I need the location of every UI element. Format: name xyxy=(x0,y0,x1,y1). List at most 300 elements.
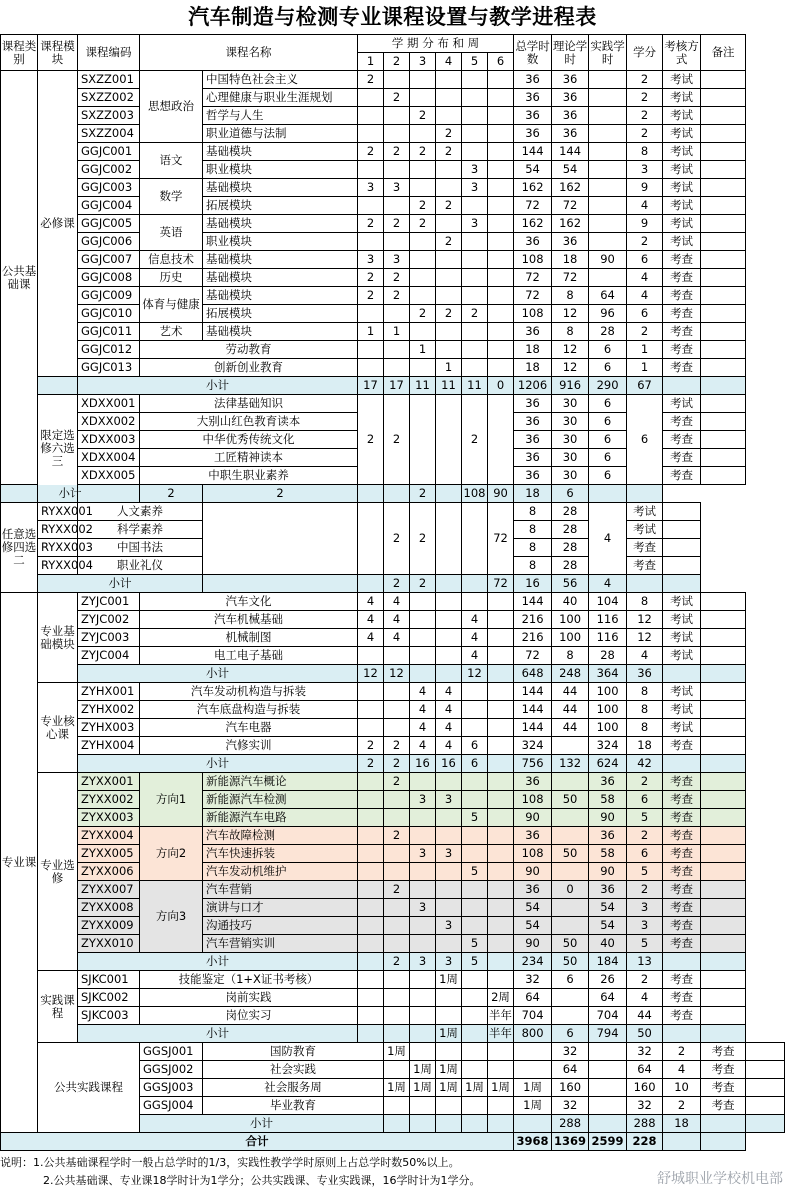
subtotal-s3 xyxy=(436,1115,462,1133)
cell-s4 xyxy=(436,251,462,269)
subtotal-credits: 18 xyxy=(663,1115,701,1133)
subtotal-s3: 3 xyxy=(410,953,436,971)
cell-remark xyxy=(701,251,746,269)
cell-s1 xyxy=(358,233,384,251)
subtotal-s1 xyxy=(203,575,358,593)
cell-s5: 5 xyxy=(462,935,488,953)
cell-practice: 6 xyxy=(589,431,627,449)
cell-total: 144 xyxy=(514,719,552,737)
cell-theory xyxy=(552,827,589,845)
cell-s4 xyxy=(436,323,462,341)
cell-s6 xyxy=(488,233,514,251)
subtotal-s6 xyxy=(488,665,514,683)
course-code: ZYXX009 xyxy=(78,917,140,935)
header-total-hours: 总学时数 xyxy=(514,35,552,71)
cell-remark xyxy=(701,413,746,431)
watermark: 舒城职业学校机电部 xyxy=(657,1171,783,1187)
cell-credits: 4 xyxy=(627,287,663,305)
cell-exam: 考查 xyxy=(663,845,701,863)
cell-s6 xyxy=(514,1061,552,1079)
table-row xyxy=(1,233,785,251)
cell-total: 54 xyxy=(514,161,552,179)
subtotal-s1: 2 xyxy=(140,485,203,503)
cell-total: 36 xyxy=(514,107,552,125)
cell-exam: 考查 xyxy=(701,1097,746,1115)
subtotal-credits: 6 xyxy=(552,485,589,503)
category-public-practice: 公共实践课程 xyxy=(38,1043,140,1133)
cell-remark xyxy=(663,539,701,557)
subtotal-remark xyxy=(701,665,746,683)
cell-remark xyxy=(701,431,746,449)
cell-s1 xyxy=(358,935,384,953)
course-name: 职业模块 xyxy=(203,233,358,251)
cell-exam: 考试 xyxy=(663,647,701,665)
course-group: 思想政治 xyxy=(140,71,203,143)
cell-theory: 162 xyxy=(552,215,589,233)
course-name: 演讲与口才 xyxy=(203,899,358,917)
cell-practice: 90 xyxy=(589,251,627,269)
cell-s3 xyxy=(410,773,436,791)
cell-credits: 2 xyxy=(627,71,663,89)
cell-s1 xyxy=(358,359,384,377)
course-code: XDXX003 xyxy=(78,431,140,449)
cell-s2 xyxy=(384,863,410,881)
cell-s4 xyxy=(436,881,462,899)
cell-theory: 36 xyxy=(552,233,589,251)
subtotal-row xyxy=(1,575,785,593)
course-code: ZYHX003 xyxy=(78,719,140,737)
subtotal-total: 648 xyxy=(514,665,552,683)
subtotal-total: 800 xyxy=(514,1025,552,1043)
cell-s2: 2 xyxy=(384,143,410,161)
cell-s3 xyxy=(410,881,436,899)
subtotal-s3: 2 xyxy=(384,575,410,593)
cell-practice: 28 xyxy=(552,557,589,575)
course-code: RYXX002 xyxy=(38,521,78,539)
course-code: GGJC005 xyxy=(78,215,140,233)
cell-practice: 6 xyxy=(589,467,627,485)
cell-s2: 3 xyxy=(384,179,410,197)
cell-total: 216 xyxy=(514,629,552,647)
cell-total: 90 xyxy=(514,809,552,827)
cell-total: 32 xyxy=(514,971,552,989)
cell-exam: 考试 xyxy=(663,395,701,413)
course-code: ZYJC003 xyxy=(78,629,140,647)
cell-practice: 116 xyxy=(589,629,627,647)
cell-s3: 1 xyxy=(410,341,436,359)
cell-practice: 28 xyxy=(552,539,589,557)
cell-s4: 3 xyxy=(436,917,462,935)
cell-s6 xyxy=(488,269,514,287)
table-row xyxy=(1,899,785,917)
cell-remark xyxy=(701,449,746,467)
cell-s3: 4 xyxy=(410,701,436,719)
cell-s6 xyxy=(488,323,514,341)
cell-s3: 2 xyxy=(384,503,410,575)
cell-exam: 考试 xyxy=(663,593,701,611)
course-code: GGSJ004 xyxy=(140,1097,203,1115)
cell-remark xyxy=(701,773,746,791)
subtotal-s1 xyxy=(384,1115,410,1133)
cell-credits: 12 xyxy=(627,629,663,647)
cell-s1 xyxy=(358,1007,384,1025)
subtotal-exam xyxy=(701,1115,746,1133)
cell-s6 xyxy=(488,827,514,845)
cell-s6 xyxy=(488,161,514,179)
cell-s1 xyxy=(358,719,384,737)
cell-practice: 90 xyxy=(589,863,627,881)
subtotal-label: 小计 xyxy=(78,953,358,971)
cell-s4 xyxy=(436,899,462,917)
cell-total: 36 xyxy=(514,881,552,899)
cell-s5: 5 xyxy=(462,809,488,827)
cell-s6 xyxy=(488,179,514,197)
cell-practice: 6 xyxy=(589,359,627,377)
cell-s5: 2 xyxy=(462,305,488,323)
category-public-basic: 公共基础课 xyxy=(1,71,38,485)
course-group: 数学 xyxy=(140,179,203,215)
cell-s5 xyxy=(462,881,488,899)
cell-s4 xyxy=(436,89,462,107)
cell-total: 144 xyxy=(514,701,552,719)
cell-s6 xyxy=(488,89,514,107)
course-name: 汽车营销 xyxy=(203,881,358,899)
cell-s5 xyxy=(462,845,488,863)
cell-practice: 36 xyxy=(589,773,627,791)
course-code: ZYXX003 xyxy=(78,809,140,827)
header-semester-5: 5 xyxy=(462,53,488,71)
course-name: 机械制图 xyxy=(140,629,358,647)
cell-s6 xyxy=(488,359,514,377)
note-line-2: 2.公共基础课、专业课18学时计为1学分；公共实践课、专业实践课，16学时计为1学分。 xyxy=(43,1174,481,1187)
cell-s2 xyxy=(410,1097,436,1115)
subtotal-credits: 13 xyxy=(627,953,663,971)
cell-practice: 64 xyxy=(627,1061,663,1079)
table-row xyxy=(1,359,785,377)
cell-s2: 2 xyxy=(384,89,410,107)
cell-s6 xyxy=(488,611,514,629)
cell-s6 xyxy=(514,1043,552,1061)
cell-s3 xyxy=(410,359,436,377)
course-code: SXZZ001 xyxy=(78,71,140,89)
cell-practice: 28 xyxy=(589,647,627,665)
header-semester-group: 学 期 分 布 和 周 xyxy=(358,35,514,53)
subtotal-total: 288 xyxy=(552,1115,589,1133)
cell-s6: 1周 xyxy=(514,1097,552,1115)
cell-remark xyxy=(701,161,746,179)
cell-s6 xyxy=(488,143,514,161)
cell-theory: 30 xyxy=(552,431,589,449)
cell-s1 xyxy=(358,773,384,791)
cell-s6 xyxy=(488,935,514,953)
course-code: GGSJ001 xyxy=(140,1043,203,1061)
cell-total: 36 xyxy=(514,449,552,467)
cell-theory: 44 xyxy=(552,719,589,737)
table-row xyxy=(1,593,785,611)
cell-credits: 2 xyxy=(627,125,663,143)
subtotal-s6 xyxy=(462,575,488,593)
cell-s1 xyxy=(358,845,384,863)
cell-remark xyxy=(701,701,746,719)
table-row xyxy=(1,251,785,269)
cell-s1 xyxy=(358,791,384,809)
cell-s2 xyxy=(384,107,410,125)
cell-s4 xyxy=(436,809,462,827)
cell-s1 xyxy=(358,989,384,1007)
course-code: GGJC009 xyxy=(78,287,140,305)
cell-credits: 6 xyxy=(627,305,663,323)
cell-remark xyxy=(701,989,746,1007)
course-code: ZYXX008 xyxy=(78,899,140,917)
cell-total: 144 xyxy=(514,683,552,701)
cell-s2 xyxy=(384,125,410,143)
cell-s4 xyxy=(436,935,462,953)
course-code: ZYJC004 xyxy=(78,647,140,665)
subtotal-practice: 184 xyxy=(589,953,627,971)
cell-s5 xyxy=(462,125,488,143)
subtotal-s6 xyxy=(436,485,462,503)
subtotal-s2 xyxy=(384,1025,410,1043)
grand-total-remark xyxy=(701,1133,746,1151)
cell-exam: 考试 xyxy=(627,521,663,539)
course-name: 工匠精神读本 xyxy=(140,449,358,467)
module-prof-basic: 专业基础模块 xyxy=(38,593,78,683)
cell-credits: 4 xyxy=(627,647,663,665)
cell-s1: 2 xyxy=(358,287,384,305)
cell-theory: 100 xyxy=(552,629,589,647)
cell-total: 160 xyxy=(552,1079,589,1097)
cell-s1 xyxy=(358,971,384,989)
course-name: 基础模块 xyxy=(203,287,358,305)
table-row xyxy=(1,1043,785,1061)
cell-exam: 考查 xyxy=(663,899,701,917)
cell-exam: 考查 xyxy=(663,791,701,809)
cell-s3 xyxy=(410,287,436,305)
cell-s4 xyxy=(436,1007,462,1025)
cell-remark xyxy=(701,287,746,305)
cell-credits: 3 xyxy=(627,161,663,179)
cell-s6 xyxy=(488,773,514,791)
cell-theory: 8 xyxy=(552,287,589,305)
cell-exam: 考查 xyxy=(663,827,701,845)
cell-practice xyxy=(589,71,627,89)
subtotal-s4: 3 xyxy=(436,953,462,971)
course-code: GGSJ002 xyxy=(140,1061,203,1079)
cell-total: 108 xyxy=(514,305,552,323)
cell-s2 xyxy=(358,503,384,575)
cell-s6 xyxy=(488,863,514,881)
subtotal-practice: 290 xyxy=(589,377,627,395)
cell-total: 162 xyxy=(514,179,552,197)
cell-total: 36 xyxy=(514,827,552,845)
cell-credits: 44 xyxy=(627,1007,663,1025)
cell-total: 144 xyxy=(514,593,552,611)
course-name: 新能源汽车检测 xyxy=(203,791,358,809)
cell-s5 xyxy=(462,107,488,125)
cell-practice: 54 xyxy=(589,917,627,935)
cell-s4: 2 xyxy=(436,197,462,215)
cell-remark xyxy=(663,557,701,575)
course-name: 劳动教育 xyxy=(140,341,358,359)
cell-s4: 2 xyxy=(410,503,436,575)
table-row xyxy=(1,305,785,323)
cell-s5 xyxy=(462,269,488,287)
cell-total: 32 xyxy=(552,1097,589,1115)
cell-remark xyxy=(701,683,746,701)
cell-remark xyxy=(701,719,746,737)
cell-exam: 考试 xyxy=(663,125,701,143)
cell-s5 xyxy=(462,827,488,845)
cell-credits: 12 xyxy=(627,611,663,629)
header-code: 课程编码 xyxy=(78,35,140,71)
cell-credits: 5 xyxy=(627,863,663,881)
cell-s6 xyxy=(488,845,514,863)
cell-theory: 72 xyxy=(552,269,589,287)
subtotal-s5: 11 xyxy=(462,377,488,395)
cell-s1: 4 xyxy=(358,611,384,629)
cell-s2 xyxy=(384,647,410,665)
cell-exam: 考试 xyxy=(663,611,701,629)
cell-credits: 2 xyxy=(627,773,663,791)
cell-remark xyxy=(701,323,746,341)
cell-s4: 2 xyxy=(436,125,462,143)
course-code: GGJC012 xyxy=(78,341,140,359)
cell-s5: 3 xyxy=(462,179,488,197)
cell-s3 xyxy=(410,251,436,269)
course-name: 电工电子基础 xyxy=(140,647,358,665)
cell-credits: 8 xyxy=(627,701,663,719)
cell-credits: 2 xyxy=(663,1043,701,1061)
cell-s3 xyxy=(410,827,436,845)
cell-s4: 1周 xyxy=(462,1079,488,1097)
course-name: 职业模块 xyxy=(203,161,358,179)
cell-credits: 2 xyxy=(627,233,663,251)
cell-credits: 2 xyxy=(627,971,663,989)
cell-exam: 考查 xyxy=(663,881,701,899)
table-row xyxy=(1,395,785,413)
subtotal-s2 xyxy=(358,575,384,593)
cell-s1: 4 xyxy=(358,593,384,611)
cell-s6: 半年 xyxy=(488,1007,514,1025)
cell-total: 324 xyxy=(514,737,552,755)
table-row xyxy=(1,863,785,881)
subtotal-s1: 17 xyxy=(358,377,384,395)
cell-practice xyxy=(589,89,627,107)
cell-s2: 3 xyxy=(384,251,410,269)
subtotal-s5: 5 xyxy=(462,953,488,971)
cell-s5 xyxy=(462,1007,488,1025)
course-name: 岗位实习 xyxy=(140,1007,358,1025)
cell-s4: 2 xyxy=(436,305,462,323)
subtotal-label: 小计 xyxy=(78,1025,358,1043)
cell-practice: 32 xyxy=(627,1043,663,1061)
cell-exam: 考查 xyxy=(663,449,701,467)
cell-exam: 考查 xyxy=(663,287,701,305)
cell-theory: 36 xyxy=(552,71,589,89)
subtotal-s6: 0 xyxy=(488,377,514,395)
cell-credits: 9 xyxy=(627,215,663,233)
course-name: 毕业教育 xyxy=(203,1097,384,1115)
course-group: 体育与健康 xyxy=(140,287,203,323)
cell-s5: 4 xyxy=(462,611,488,629)
cell-s6 xyxy=(488,629,514,647)
cell-s6 xyxy=(488,593,514,611)
cell-practice: 28 xyxy=(552,521,589,539)
cell-s1: 1 xyxy=(358,323,384,341)
course-name: 中国书法 xyxy=(78,539,203,557)
course-group: 信息技术 xyxy=(140,251,203,269)
table-row xyxy=(1,701,785,719)
subtotal-theory: 50 xyxy=(552,953,589,971)
cell-s1 xyxy=(358,827,384,845)
cell-remark xyxy=(701,791,746,809)
cell-remark xyxy=(701,143,746,161)
cell-s5 xyxy=(462,773,488,791)
cell-s5 xyxy=(462,197,488,215)
table-row xyxy=(1,989,785,1007)
course-code: XDXX004 xyxy=(78,449,140,467)
course-group: 英语 xyxy=(140,215,203,251)
cell-remark xyxy=(701,611,746,629)
cell-practice: 36 xyxy=(589,881,627,899)
subtotal-theory: 916 xyxy=(552,377,589,395)
cell-s4 xyxy=(436,863,462,881)
cell-total: 162 xyxy=(514,215,552,233)
cell-credits: 6 xyxy=(627,845,663,863)
cell-remark xyxy=(701,971,746,989)
table-row xyxy=(1,287,785,305)
subtotal-s6 xyxy=(488,953,514,971)
cell-theory xyxy=(552,809,589,827)
cell-s4: 1 xyxy=(436,359,462,377)
cell-total: 72 xyxy=(488,503,514,575)
subtotal-s6: 半年 xyxy=(488,1025,514,1043)
cell-s3 xyxy=(410,917,436,935)
header-theory-hours: 理论学时 xyxy=(552,35,589,71)
cell-theory: 8 xyxy=(514,521,552,539)
cell-credits: 8 xyxy=(627,593,663,611)
course-code: RYXX001 xyxy=(38,503,78,521)
subtotal-s4 xyxy=(384,485,410,503)
cell-credits: 5 xyxy=(627,809,663,827)
course-code: SJKC003 xyxy=(78,1007,140,1025)
subtotal-s1: 2 xyxy=(358,755,384,773)
course-code: GGJC001 xyxy=(78,143,140,161)
module-required-cont xyxy=(38,377,78,395)
table-row xyxy=(1,881,785,899)
course-name: 汽车底盘构造与拆装 xyxy=(140,701,358,719)
cell-exam: 考查 xyxy=(663,737,701,755)
cell-exam: 考查 xyxy=(663,1007,701,1025)
cell-credits: 2 xyxy=(627,827,663,845)
cell-theory: 30 xyxy=(552,467,589,485)
cell-s2: 2 xyxy=(384,269,410,287)
cell-remark xyxy=(663,503,701,521)
cell-practice: 64 xyxy=(589,989,627,1007)
cell-practice: 28 xyxy=(589,323,627,341)
cell-theory xyxy=(552,917,589,935)
cell-s4 xyxy=(436,593,462,611)
subtotal-s3 xyxy=(410,1025,436,1043)
subtotal-credits: 42 xyxy=(627,755,663,773)
cell-theory: 50 xyxy=(552,791,589,809)
table-row xyxy=(1,683,785,701)
cell-s1 xyxy=(358,197,384,215)
subtotal-s2: 2 xyxy=(384,953,410,971)
cell-practice xyxy=(589,197,627,215)
table-row xyxy=(1,125,785,143)
cell-exam: 考试 xyxy=(663,233,701,251)
